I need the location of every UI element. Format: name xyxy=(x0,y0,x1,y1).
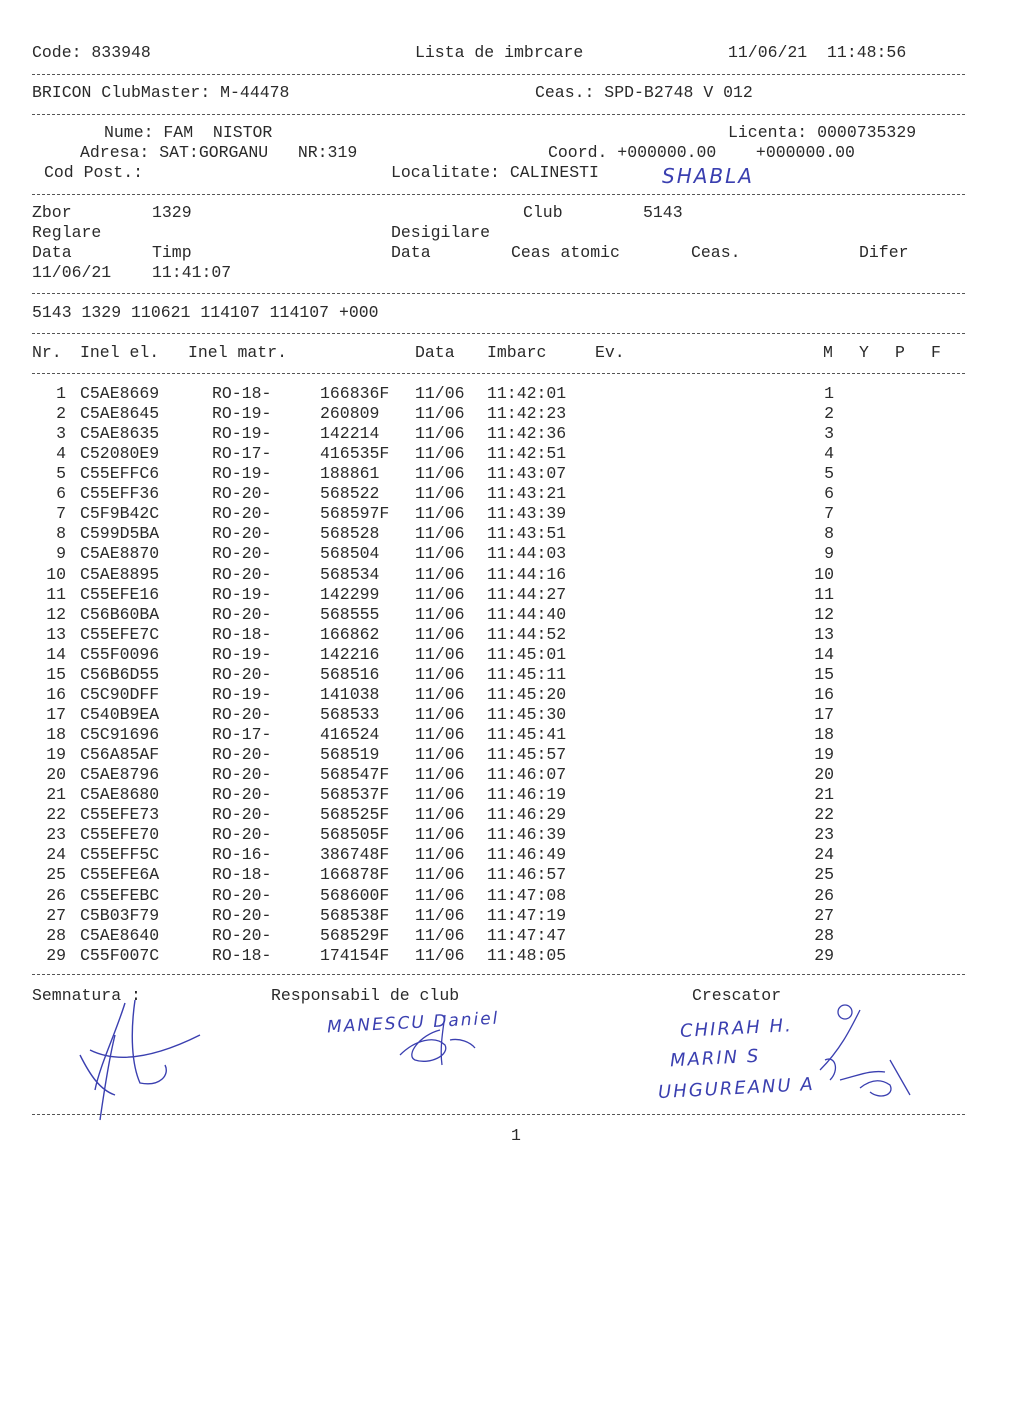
row-number: 21 xyxy=(46,785,66,805)
arrival-time: 11:42:23 xyxy=(487,404,567,424)
table-row xyxy=(0,825,1024,845)
row-number: 18 xyxy=(46,725,66,745)
electronic-ring: C5C90DFF xyxy=(80,684,160,704)
ring-number: 568516 xyxy=(320,664,380,684)
arrival-time: 11:46:39 xyxy=(487,825,567,845)
col-header-inel-matr: Inel matr. xyxy=(188,343,288,362)
ring-number: 141038 xyxy=(320,684,380,704)
position-m: 3 xyxy=(824,424,834,444)
doc-title: Lista de imbrcare xyxy=(415,43,584,62)
position-m: 26 xyxy=(814,885,834,905)
arrival-time: 11:44:16 xyxy=(487,564,567,584)
owner-locality: Localitate: CALINESTI xyxy=(391,163,599,182)
arrival-date: 11/06 xyxy=(415,885,465,905)
ring-number: 568504 xyxy=(320,544,380,564)
arrival-date: 11/06 xyxy=(415,725,465,745)
ring-number: 142214 xyxy=(320,424,380,444)
arrival-date: 11/06 xyxy=(415,644,465,664)
arrival-date: 11/06 xyxy=(415,544,465,564)
electronic-ring: C55EFE6A xyxy=(80,865,160,885)
signature-scribble xyxy=(390,1010,480,1070)
owner-address: Adresa: SAT:GORGANU NR:319 xyxy=(80,143,358,162)
electronic-ring: C5AE8635 xyxy=(80,424,160,444)
signature-label: Semnatura : xyxy=(32,986,141,1005)
ring-number: 568547F xyxy=(320,765,390,785)
col-header-data: Data xyxy=(415,343,455,362)
ring-number: 188861 xyxy=(320,464,380,484)
difer-label: Difer xyxy=(859,243,909,262)
ring-number: 568522 xyxy=(320,484,380,504)
ring-prefix: RO-20- xyxy=(212,805,272,825)
arrival-time: 11:46:49 xyxy=(487,845,567,865)
handwritten-breeder-2: MARIN S xyxy=(669,1045,761,1072)
divider xyxy=(32,333,965,334)
position-m: 27 xyxy=(814,905,834,925)
row-number: 13 xyxy=(46,624,66,644)
position-m: 17 xyxy=(814,704,834,724)
row-number: 26 xyxy=(46,885,66,905)
flight-date: 11/06/21 xyxy=(32,263,112,282)
table-row xyxy=(0,845,1024,865)
col-header-y: Y xyxy=(859,343,869,362)
table-row xyxy=(0,544,1024,564)
arrival-time: 11:45:11 xyxy=(487,664,567,684)
electronic-ring: C56A85AF xyxy=(80,745,160,765)
arrival-time: 11:46:57 xyxy=(487,865,567,885)
arrival-time: 11:47:47 xyxy=(487,925,567,945)
table-row xyxy=(0,805,1024,825)
arrival-time: 11:46:07 xyxy=(487,765,567,785)
divider xyxy=(32,194,965,195)
electronic-ring: C55EFE7C xyxy=(80,624,160,644)
doc-datetime: 11/06/21 11:48:56 xyxy=(728,43,907,62)
ring-prefix: RO-20- xyxy=(212,785,272,805)
row-number: 15 xyxy=(46,664,66,684)
divider xyxy=(32,74,965,75)
arrival-date: 11/06 xyxy=(415,604,465,624)
position-m: 7 xyxy=(824,504,834,524)
arrival-time: 11:43:21 xyxy=(487,484,567,504)
ring-number: 568538F xyxy=(320,905,390,925)
data2-label: Data xyxy=(391,243,431,262)
position-m: 13 xyxy=(814,624,834,644)
arrival-date: 11/06 xyxy=(415,504,465,524)
row-number: 5 xyxy=(56,464,66,484)
ring-number: 568534 xyxy=(320,564,380,584)
row-number: 2 xyxy=(56,404,66,424)
ring-prefix: RO-19- xyxy=(212,404,272,424)
arrival-date: 11/06 xyxy=(415,484,465,504)
position-m: 2 xyxy=(824,404,834,424)
arrival-date: 11/06 xyxy=(415,905,465,925)
ring-number: 568525F xyxy=(320,805,390,825)
position-m: 4 xyxy=(824,444,834,464)
table-row xyxy=(0,886,1024,906)
arrival-time: 11:42:01 xyxy=(487,384,567,403)
arrival-time: 11:43:51 xyxy=(487,524,567,544)
electronic-ring: C5AE8680 xyxy=(80,785,160,805)
position-m: 11 xyxy=(814,584,834,604)
ring-prefix: RO-20- xyxy=(212,524,272,544)
ring-number: 568505F xyxy=(320,825,390,845)
electronic-ring: C55F007C xyxy=(80,945,160,965)
table-row xyxy=(0,745,1024,765)
row-number: 12 xyxy=(46,604,66,624)
signature-scribble xyxy=(70,995,220,1130)
ring-prefix: RO-20- xyxy=(212,745,272,765)
ring-number: 386748F xyxy=(320,845,390,865)
arrival-time: 11:45:30 xyxy=(487,704,567,724)
ceas-label: Ceas. xyxy=(691,243,741,262)
position-m: 28 xyxy=(814,925,834,945)
row-number: 8 xyxy=(56,524,66,544)
row-number: 27 xyxy=(46,905,66,925)
arrival-date: 11/06 xyxy=(415,584,465,604)
ring-prefix: RO-19- xyxy=(212,684,272,704)
arrival-time: 11:46:19 xyxy=(487,785,567,805)
position-m: 5 xyxy=(824,464,834,484)
page-number: 1 xyxy=(511,1126,521,1145)
position-m: 29 xyxy=(814,945,834,965)
ring-prefix: RO-19- xyxy=(212,644,272,664)
arrival-date: 11/06 xyxy=(415,384,465,403)
arrival-date: 11/06 xyxy=(415,524,465,544)
table-row xyxy=(0,906,1024,926)
table-row xyxy=(0,685,1024,705)
arrival-time: 11:45:01 xyxy=(487,644,567,664)
ring-number: 568537F xyxy=(320,785,390,805)
reglare-label: Reglare xyxy=(32,223,102,242)
position-m: 10 xyxy=(814,564,834,584)
divider xyxy=(32,114,965,115)
arrival-date: 11/06 xyxy=(415,785,465,805)
divider xyxy=(32,293,965,294)
electronic-ring: C52080E9 xyxy=(80,444,160,464)
electronic-ring: C5F9B42C xyxy=(80,504,160,524)
table-row xyxy=(0,705,1024,725)
club-label: Club xyxy=(523,203,563,222)
table-row xyxy=(0,464,1024,484)
arrival-date: 11/06 xyxy=(415,945,465,965)
table-row xyxy=(0,645,1024,665)
position-m: 1 xyxy=(824,384,834,403)
flight-summary-line: 5143 1329 110621 114107 114107 +000 xyxy=(32,303,379,322)
row-number: 23 xyxy=(46,825,66,845)
row-number: 3 xyxy=(56,424,66,444)
ring-number: 166862 xyxy=(320,624,380,644)
electronic-ring: C55EFE73 xyxy=(80,805,160,825)
table-row xyxy=(0,404,1024,424)
ring-prefix: RO-20- xyxy=(212,484,272,504)
col-header-m: M xyxy=(823,343,833,362)
ring-number: 166836F xyxy=(320,384,390,403)
position-m: 16 xyxy=(814,684,834,704)
position-m: 15 xyxy=(814,664,834,684)
ring-number: 174154F xyxy=(320,945,390,965)
electronic-ring: C55EFEBC xyxy=(80,885,160,905)
row-number: 4 xyxy=(56,444,66,464)
row-number: 24 xyxy=(46,845,66,865)
ring-number: 568597F xyxy=(320,504,390,524)
electronic-ring: C5AE8870 xyxy=(80,544,160,564)
ring-number: 568529F xyxy=(320,925,390,945)
table-row xyxy=(0,424,1024,444)
ring-prefix: RO-20- xyxy=(212,925,272,945)
electronic-ring: C5AE8640 xyxy=(80,925,160,945)
owner-license: Licenta: 0000735329 xyxy=(728,123,917,142)
arrival-time: 11:44:40 xyxy=(487,604,567,624)
electronic-ring: C55EFE70 xyxy=(80,825,160,845)
arrival-date: 11/06 xyxy=(415,684,465,704)
position-m: 19 xyxy=(814,745,834,765)
ring-prefix: RO-19- xyxy=(212,424,272,444)
club-responsible-label: Responsabil de club xyxy=(271,986,460,1005)
ring-number: 166878F xyxy=(320,865,390,885)
row-number: 17 xyxy=(46,704,66,724)
table-row xyxy=(0,665,1024,685)
table-row xyxy=(0,625,1024,645)
arrival-time: 11:43:07 xyxy=(487,464,567,484)
arrival-time: 11:45:57 xyxy=(487,745,567,765)
ring-number: 260809 xyxy=(320,404,380,424)
table-row xyxy=(0,565,1024,585)
ring-number: 568519 xyxy=(320,745,380,765)
electronic-ring: C5AE8895 xyxy=(80,564,160,584)
ring-prefix: RO-18- xyxy=(212,384,272,403)
table-row xyxy=(0,384,1024,404)
row-number: 19 xyxy=(46,745,66,765)
arrival-date: 11/06 xyxy=(415,424,465,444)
position-m: 9 xyxy=(824,544,834,564)
ring-number: 568533 xyxy=(320,704,380,724)
table-row xyxy=(0,926,1024,946)
ring-prefix: RO-20- xyxy=(212,885,272,905)
ring-prefix: RO-20- xyxy=(212,604,272,624)
arrival-date: 11/06 xyxy=(415,765,465,785)
electronic-ring: C55EFF5C xyxy=(80,845,160,865)
handwritten-breeder-1: CHIRAH H. xyxy=(679,1015,794,1042)
table-row xyxy=(0,865,1024,885)
table-row xyxy=(0,504,1024,524)
ceas-atomic-label: Ceas atomic xyxy=(511,243,620,262)
flight-time: 11:41:07 xyxy=(152,263,232,282)
col-header-inel-el: Inel el. xyxy=(80,343,160,362)
row-number: 29 xyxy=(46,945,66,965)
ring-prefix: RO-20- xyxy=(212,564,272,584)
system-name: BRICON ClubMaster: M-44478 xyxy=(32,83,290,102)
ring-prefix: RO-20- xyxy=(212,905,272,925)
arrival-time: 11:44:27 xyxy=(487,584,567,604)
clock-id: Ceas.: SPD-B2748 V 012 xyxy=(535,83,753,102)
position-m: 18 xyxy=(814,725,834,745)
ring-number: 568528 xyxy=(320,524,380,544)
arrival-date: 11/06 xyxy=(415,464,465,484)
ring-prefix: RO-19- xyxy=(212,584,272,604)
col-header-imbarc: Imbarc xyxy=(487,343,547,362)
electronic-ring: C55EFE16 xyxy=(80,584,160,604)
electronic-ring: C55F0096 xyxy=(80,644,160,664)
arrival-time: 11:47:08 xyxy=(487,885,567,905)
ring-prefix: RO-18- xyxy=(212,945,272,965)
arrival-time: 11:44:03 xyxy=(487,544,567,564)
col-header-ev: Ev. xyxy=(595,343,625,362)
arrival-time: 11:43:39 xyxy=(487,504,567,524)
ring-prefix: RO-20- xyxy=(212,504,272,524)
ring-number: 568600F xyxy=(320,885,390,905)
row-number: 22 xyxy=(46,805,66,825)
electronic-ring: C55EFFC6 xyxy=(80,464,160,484)
ring-prefix: RO-19- xyxy=(212,464,272,484)
table-row xyxy=(0,765,1024,785)
table-row xyxy=(0,524,1024,544)
ring-prefix: RO-20- xyxy=(212,544,272,564)
position-m: 6 xyxy=(824,484,834,504)
electronic-ring: C56B60BA xyxy=(80,604,160,624)
ring-prefix: RO-16- xyxy=(212,845,272,865)
row-number: 16 xyxy=(46,684,66,704)
arrival-date: 11/06 xyxy=(415,664,465,684)
position-m: 21 xyxy=(814,785,834,805)
row-number: 9 xyxy=(56,544,66,564)
handwritten-breeder-3: UHGUREANU A xyxy=(657,1073,816,1104)
timp-label: Timp xyxy=(152,243,192,262)
ring-prefix: RO-20- xyxy=(212,664,272,684)
col-header-f: F xyxy=(931,343,941,362)
arrival-date: 11/06 xyxy=(415,444,465,464)
position-m: 8 xyxy=(824,524,834,544)
table-row xyxy=(0,585,1024,605)
ring-number: 568555 xyxy=(320,604,380,624)
table-row xyxy=(0,785,1024,805)
row-number: 11 xyxy=(46,584,66,604)
row-number: 6 xyxy=(56,484,66,504)
position-m: 12 xyxy=(814,604,834,624)
ring-prefix: RO-18- xyxy=(212,865,272,885)
ring-number: 142299 xyxy=(320,584,380,604)
arrival-time: 11:45:41 xyxy=(487,725,567,745)
position-m: 20 xyxy=(814,765,834,785)
row-number: 20 xyxy=(46,765,66,785)
row-number: 7 xyxy=(56,504,66,524)
row-number: 14 xyxy=(46,644,66,664)
arrival-date: 11/06 xyxy=(415,865,465,885)
club-value: 5143 xyxy=(643,203,683,222)
data-label: Data xyxy=(32,243,72,262)
ring-number: 416524 xyxy=(320,725,380,745)
ring-number: 142216 xyxy=(320,644,380,664)
electronic-ring: C5C91696 xyxy=(80,725,160,745)
doc-code: Code: 833948 xyxy=(32,43,151,62)
desigilare-label: Desigilare xyxy=(391,223,491,242)
arrival-time: 11:46:29 xyxy=(487,805,567,825)
breeder-label: Crescator xyxy=(692,986,782,1005)
arrival-date: 11/06 xyxy=(415,825,465,845)
postal-code-label: Cod Post.: xyxy=(44,163,144,182)
arrival-time: 11:44:52 xyxy=(487,624,567,644)
arrival-date: 11/06 xyxy=(415,745,465,765)
electronic-ring: C5AE8796 xyxy=(80,765,160,785)
owner-name: Nume: FAM NISTOR xyxy=(104,123,273,142)
position-m: 23 xyxy=(814,825,834,845)
zbor-value: 1329 xyxy=(152,203,192,222)
divider xyxy=(32,1114,965,1115)
arrival-date: 11/06 xyxy=(415,564,465,584)
row-number: 25 xyxy=(46,865,66,885)
electronic-ring: C5AE8645 xyxy=(80,404,160,424)
arrival-date: 11/06 xyxy=(415,624,465,644)
handwritten-club-responsible: MANESCU Daniel xyxy=(326,1008,500,1038)
ring-prefix: RO-20- xyxy=(212,765,272,785)
table-row xyxy=(0,725,1024,745)
ring-prefix: RO-17- xyxy=(212,444,272,464)
electronic-ring: C5AE8669 xyxy=(80,384,160,403)
arrival-time: 11:45:20 xyxy=(487,684,567,704)
ring-prefix: RO-20- xyxy=(212,704,272,724)
ring-prefix: RO-18- xyxy=(212,624,272,644)
arrival-date: 11/06 xyxy=(415,404,465,424)
signature-scribble xyxy=(800,1000,920,1110)
position-m: 25 xyxy=(814,865,834,885)
row-number: 10 xyxy=(46,564,66,584)
position-m: 14 xyxy=(814,644,834,664)
arrival-time: 11:42:51 xyxy=(487,444,567,464)
arrival-date: 11/06 xyxy=(415,805,465,825)
zbor-label: Zbor xyxy=(32,203,72,222)
table-row xyxy=(0,946,1024,966)
row-number: 28 xyxy=(46,925,66,945)
arrival-date: 11/06 xyxy=(415,704,465,724)
table-row xyxy=(0,444,1024,464)
col-header-nr: Nr. xyxy=(32,343,62,362)
arrival-time: 11:47:19 xyxy=(487,905,567,925)
divider xyxy=(32,373,965,374)
electronic-ring: C5B03F79 xyxy=(80,905,160,925)
col-header-p: P xyxy=(895,343,905,362)
ring-prefix: RO-17- xyxy=(212,725,272,745)
owner-coords: Coord. +000000.00 +000000.00 xyxy=(548,143,855,162)
ring-prefix: RO-20- xyxy=(212,825,272,845)
position-m: 22 xyxy=(814,805,834,825)
table-row xyxy=(0,605,1024,625)
electronic-ring: C55EFF36 xyxy=(80,484,160,504)
table-row xyxy=(0,484,1024,504)
electronic-ring: C540B9EA xyxy=(80,704,160,724)
arrival-date: 11/06 xyxy=(415,845,465,865)
divider xyxy=(32,974,965,975)
ring-number: 416535F xyxy=(320,444,390,464)
handwritten-locality: SHABLA xyxy=(662,164,754,188)
arrival-time: 11:42:36 xyxy=(487,424,567,444)
row-number: 1 xyxy=(56,384,66,403)
electronic-ring: C599D5BA xyxy=(80,524,160,544)
arrival-date: 11/06 xyxy=(415,925,465,945)
arrival-time: 11:48:05 xyxy=(487,945,567,965)
position-m: 24 xyxy=(814,845,834,865)
electronic-ring: C56B6D55 xyxy=(80,664,160,684)
